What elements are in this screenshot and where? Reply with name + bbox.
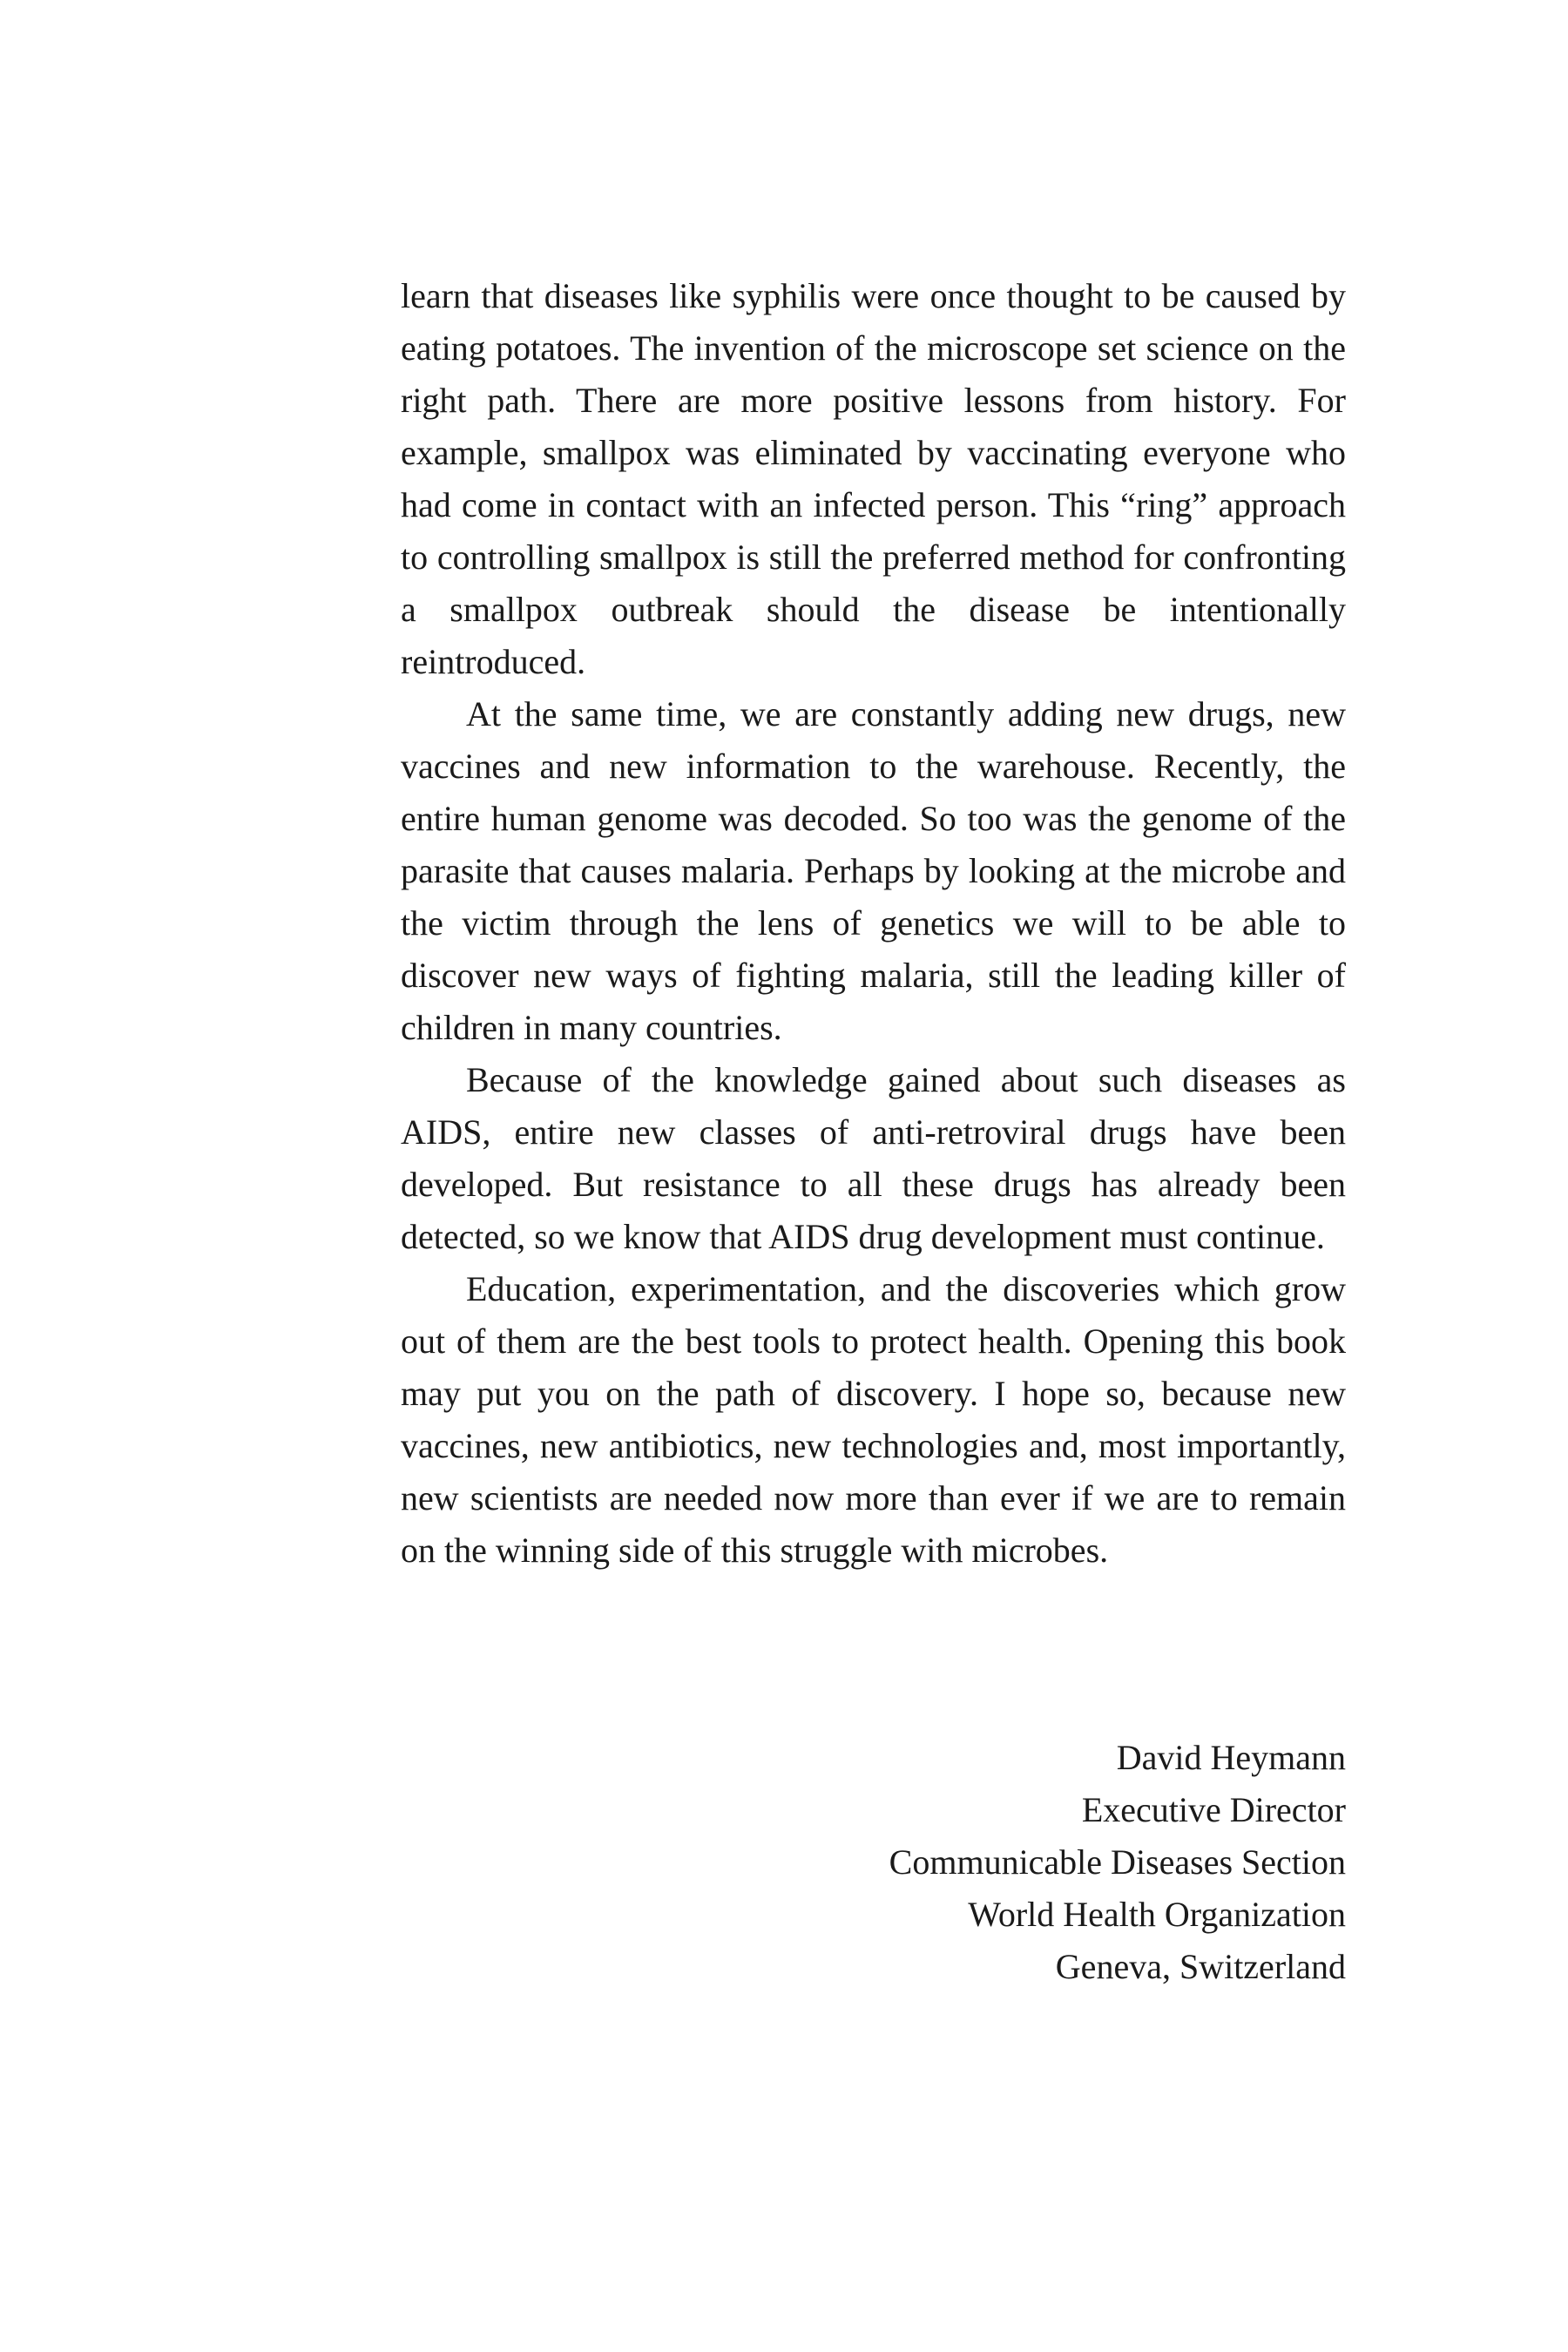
body-text bbox=[401, 270, 1346, 1577]
paragraph-4: Education, experimentation, and the discoveries which grow out of them are the best tools to protect health. Opening this book may put you on the path of discovery. I hope so, because new vaccines, new antibiotics, new technologies and, most importantly, new scientists are needed now more than ever if we are to remain on the winning side of this struggle with microbes. bbox=[401, 1269, 1346, 1570]
paragraph-2: At the same time, we are constantly adding new drugs, new vaccines and new information to the warehouse. Recently, the entire human genome was decoded. So too was the genome of the parasite that causes malaria. Perhaps by looking at the microbe and the victim through the lens of genetics we will to be able to discover new ways of fighting malaria, still the leading killer of children in many countries. bbox=[401, 694, 1346, 1047]
signature-section: Communicable Diseases Section bbox=[889, 1842, 1346, 1882]
paragraph-3: Because of the knowledge gained about such diseases as AIDS, entire new classes of anti-retroviral drugs have been developed. But resistance to all these drugs has already been detected, so we know that AIDS drug development must continue. bbox=[401, 1060, 1346, 1256]
paragraph-1: learn that diseases like syphilis were once thought to be caused by eating potatoes. The invention of the microscope set science on the right path. There are more positive lessons from history. For example, smallpox was eliminated by vaccinating everyone who had come in contact with an infected person. This “ring” approach to controlling smallpox is still the preferred method for confronting a smallpox outbreak should the disease be intentionally reintroduced. bbox=[401, 276, 1346, 681]
signature-block bbox=[401, 1732, 1346, 1993]
signature-title: Executive Director bbox=[1081, 1790, 1346, 1829]
signature-location: Geneva, Switzerland bbox=[1055, 1947, 1346, 1986]
signature-organization: World Health Organization bbox=[968, 1895, 1346, 1934]
signature-name: David Heymann bbox=[1116, 1738, 1346, 1777]
